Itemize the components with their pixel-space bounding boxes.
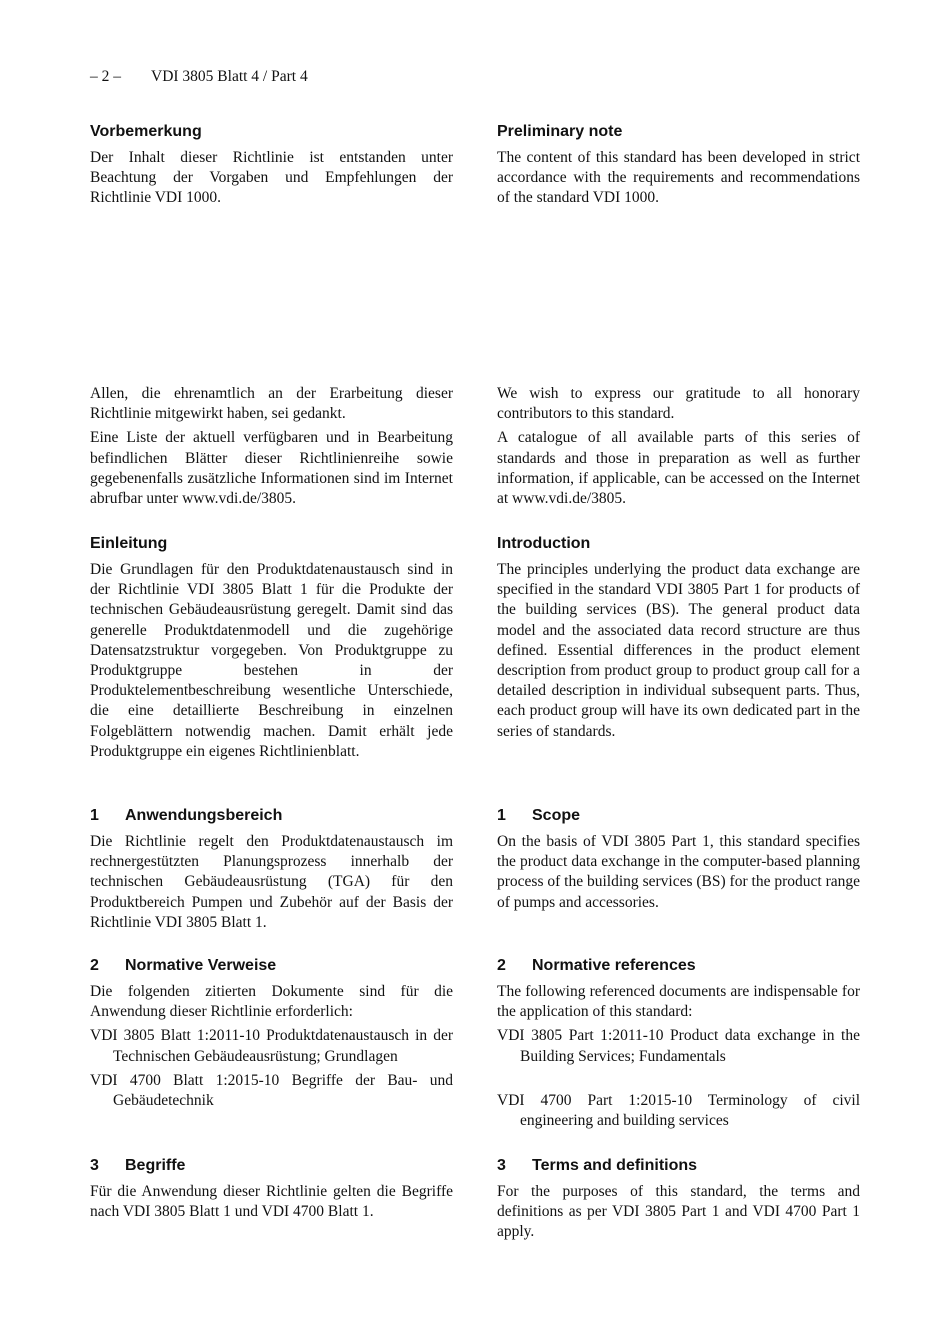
de-liste-text: Eine Liste der aktuell verfügbaren und in Bearbeitung befindlichen Blätter dieser Richtlinienreihe sowie gegebenenfalls zusätzliche Informationen sind im Internet abrufbar unter www.vdi.de/3805. <box>90 429 453 508</box>
page-header <box>90 68 308 86</box>
de-section-1-number: 1 <box>90 807 99 824</box>
en-section-1 <box>497 806 860 917</box>
de-vorbemerkung-text: Der Inhalt dieser Richtlinie ist entstanden unter Beachtung der Vorgaben und Empfehlungen der Richtlinie VDI 1000. <box>90 149 453 207</box>
en-preliminary-title: Preliminary note <box>497 123 623 140</box>
en-section-2 <box>497 956 860 1135</box>
de-section-3-text: Für die Anwendung dieser Richtlinie gelten die Begriffe nach VDI 3805 Blatt 1 und VDI 4700 Blatt 1. <box>90 1183 453 1221</box>
de-dank <box>90 384 453 513</box>
de-section-2-heading <box>90 956 453 976</box>
en-section-2-title: Normative references <box>532 957 696 974</box>
de-reference-1: VDI 3805 Blatt 1:2011-10 Produktdatenaustausch in der Technischen Gebäudeausrüstung; Grundlagen <box>90 1027 453 1065</box>
page-number: – 2 – <box>90 68 121 85</box>
de-section-3 <box>90 1156 453 1226</box>
en-section-2-number: 2 <box>497 957 506 974</box>
en-introduction-title: Introduction <box>497 535 591 552</box>
en-introduction-text: The principles underlying the product data exchange are specified in the standard VDI 3805 Part 1 for products of the building services (BS). The general product data model and the associated data record structure are thus defined. Essential differences in the product element description from product group to product group call for a detailed description in individual subsequent parts. Thus, each product group will have its own dedicated part in the series of standards. <box>497 561 860 740</box>
en-section-1-heading <box>497 806 860 826</box>
de-section-2 <box>90 956 453 1115</box>
de-reference-2: VDI 4700 Blatt 1:2015-10 Begriffe der Bau- und Gebäudetechnik <box>90 1071 453 1110</box>
de-section-3-heading <box>90 1156 453 1176</box>
en-section-1-text: On the basis of VDI 3805 Part 1, this standard specifies the product data exchange in the computer-based planning process of the building services (BS) for the product range of pumps and accessories. <box>497 833 860 911</box>
en-section-1-number: 1 <box>497 807 506 824</box>
en-thanks-text: We wish to express our gratitude to all honorary contributors to this standard. <box>497 385 860 423</box>
de-section-2-number: 2 <box>90 957 99 974</box>
en-section-3-text: For the purposes of this standard, the terms and definitions as per VDI 3805 Part 1 and VDI 4700 Part 1 apply. <box>497 1183 860 1241</box>
en-section-3-title: Terms and definitions <box>532 1157 698 1174</box>
de-einleitung-text: Die Grundlagen für den Produktdatenaustausch sind in der Richtlinie VDI 3805 Blatt 1 für die Produkte der technischen Gebäudeausrüstung geregelt. Damit sind das generelle Produktdatenmodell und die zugehörige Datensatzstruktur vorgegeben. Von Produktgruppe zu Produktgruppe bestehen in der Produktelementbeschreibung wesentliche Unterschiede, die eine detaillierte Beschreibung in einzelnen Folgeblättern notwendig machen. Damit erhält jede Produktgruppe ein eigenes Richtlinienblatt. <box>90 561 453 760</box>
en-section-3-number: 3 <box>497 1157 506 1174</box>
de-einleitung-title: Einleitung <box>90 535 168 552</box>
de-section-1-text: Die Richtlinie regelt den Produktdatenaustausch im rechnergestützten Planungsprozess innerhalb der technischen Gebäudeausrüstung (TGA) für den Produktbereich Pumpen und Zubehör auf der Basis der Richtlinie VDI 3805 Blatt 1. <box>90 833 453 931</box>
en-introduction <box>497 534 860 746</box>
en-reference-1: VDI 3805 Part 1:2011-10 Product data exchange in the Building Services; Fundamentals <box>497 1027 860 1065</box>
en-section-2-heading <box>497 956 860 976</box>
en-reference-2: VDI 4700 Part 1:2015-10 Terminology of civil engineering and building services <box>497 1091 860 1130</box>
en-preliminary-text: The content of this standard has been developed in strict accordance with the requirements and recommendations of the standard VDI 1000. <box>497 149 860 207</box>
de-section-1-title: Anwendungsbereich <box>125 807 283 824</box>
de-dank-text: Allen, die ehrenamtlich an der Erarbeitung dieser Richtlinie mitgewirkt haben, sei gedankt. <box>90 385 453 423</box>
en-thanks <box>497 384 860 513</box>
de-vorbemerkung <box>90 122 453 213</box>
de-section-3-title: Begriffe <box>125 1157 186 1174</box>
en-section-3 <box>497 1156 860 1247</box>
de-section-2-text: Die folgenden zitierten Dokumente sind für die Anwendung dieser Richtlinie erforderlich: <box>90 983 453 1021</box>
de-section-3-number: 3 <box>90 1157 99 1174</box>
en-section-1-title: Scope <box>532 807 581 824</box>
de-section-1-heading <box>90 806 453 826</box>
de-section-1 <box>90 806 453 937</box>
en-section-2-text: The following referenced documents are indispensable for the application of this standard: <box>497 983 860 1021</box>
document-id: VDI 3805 Blatt 4 / Part 4 <box>151 68 308 85</box>
en-catalogue-text: A catalogue of all available parts of this series of standards and those in preparation as well as further information, if applicable, can be accessed on the Internet at www.vdi.de/3805. <box>497 429 860 508</box>
de-section-2-title: Normative Verweise <box>125 957 277 974</box>
de-vorbemerkung-title: Vorbemerkung <box>90 123 202 140</box>
en-preliminary <box>497 122 860 213</box>
en-section-3-heading <box>497 1156 860 1176</box>
de-einleitung <box>90 534 453 766</box>
